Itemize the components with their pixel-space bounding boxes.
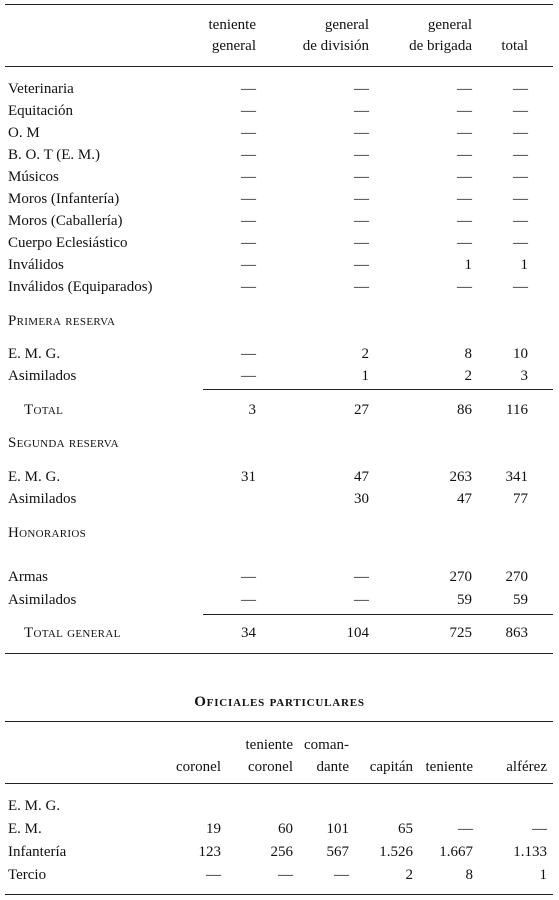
table1-cell: 2	[361, 346, 369, 362]
table2-bottom-rule	[5, 894, 553, 895]
table1-cell: —	[513, 279, 528, 295]
row-label: Moros (Caballería)	[8, 213, 123, 229]
table2-cell: 1.526	[379, 844, 413, 860]
table1-cell: —	[513, 169, 528, 185]
table1-column-header: general	[427, 17, 472, 33]
table1-column-header: general	[324, 17, 369, 33]
table1-top-rule	[5, 4, 553, 5]
row-label: Infantería	[8, 844, 67, 860]
table1-cell: —	[354, 257, 369, 273]
table2-cell: —	[458, 821, 473, 837]
table1-cell: —	[457, 169, 472, 185]
table1-cell: 725	[449, 625, 472, 641]
table1-cell: —	[513, 81, 528, 97]
table1-bottom-rule	[5, 653, 553, 654]
table2-column-header: coronel	[176, 759, 221, 775]
table2-column-header: teniente	[245, 737, 293, 753]
table1-cell: —	[241, 257, 256, 273]
table2-cell: 567	[326, 844, 349, 860]
table1-cell: 104	[346, 625, 369, 641]
row-label: B. O. T (E. M.)	[8, 147, 100, 163]
table1-subtotal-rule	[203, 614, 553, 615]
table1-cell: —	[241, 235, 256, 251]
table2-cell: —	[334, 867, 349, 883]
table2-top-rule	[5, 721, 553, 722]
table1-cell: —	[354, 279, 369, 295]
table1-cell: —	[457, 125, 472, 141]
table2-cell: 8	[465, 867, 473, 883]
row-label: Asimilados	[8, 491, 77, 507]
row-label: O. M	[8, 125, 40, 141]
total-row-label: Total	[24, 402, 64, 418]
table1-cell: —	[241, 569, 256, 585]
table2-title: Oficiales particulares	[194, 694, 365, 710]
table2-column-header: coronel	[248, 759, 293, 775]
table2-header-rule	[5, 783, 553, 784]
row-label: E. M. G.	[8, 798, 61, 814]
table2-cell: 60	[278, 821, 293, 837]
table1-cell: 59	[513, 592, 528, 608]
table1-cell: 263	[449, 469, 472, 485]
table1-cell: —	[241, 213, 256, 229]
table2-column-header: coman-	[304, 737, 349, 753]
total-row-label: Total general	[24, 625, 121, 641]
table1-cell: 30	[354, 491, 369, 507]
table1-cell: —	[241, 191, 256, 207]
table1-cell: —	[457, 103, 472, 119]
table1-cell: 116	[506, 402, 528, 418]
table1-cell: 8	[464, 346, 472, 362]
row-label: E. M. G.	[8, 346, 61, 362]
table1-cell: —	[513, 191, 528, 207]
table1-cell: —	[457, 279, 472, 295]
table2-cell: 1.133	[513, 844, 547, 860]
table2-cell: —	[278, 867, 293, 883]
table1-cell: —	[354, 169, 369, 185]
table1-cell: 27	[354, 402, 369, 418]
table1-cell: —	[241, 81, 256, 97]
table1-cell: —	[241, 125, 256, 141]
table1-cell: —	[457, 213, 472, 229]
section-heading: Primera reserva	[8, 313, 116, 329]
table2-column-header: dante	[316, 759, 349, 775]
table1-cell: 1	[361, 368, 369, 384]
table2-cell: 256	[270, 844, 293, 860]
row-label: Tercio	[8, 867, 47, 883]
table1-cell: 3	[248, 402, 256, 418]
row-label: Músicos	[8, 169, 59, 185]
table1-cell: 86	[457, 402, 472, 418]
table1-cell: —	[241, 592, 256, 608]
row-label: Inválidos	[8, 257, 64, 273]
table1-cell: —	[513, 125, 528, 141]
table2-cell: 19	[206, 821, 221, 837]
table2-cell: 65	[398, 821, 413, 837]
table2-cell: —	[532, 821, 547, 837]
table1-cell: —	[457, 147, 472, 163]
table1-column-header: total	[501, 38, 528, 54]
table1-cell: —	[354, 147, 369, 163]
table1-cell: 270	[505, 569, 528, 585]
table1-cell: 59	[457, 592, 472, 608]
table1-cell: 341	[505, 469, 528, 485]
table1-cell: —	[241, 368, 256, 384]
table1-cell: 47	[354, 469, 369, 485]
table1-cell: 2	[464, 368, 472, 384]
table1-cell: —	[354, 191, 369, 207]
section-heading: Segunda reserva	[8, 435, 119, 451]
table1-cell: —	[457, 235, 472, 251]
table1-cell: 1	[520, 257, 528, 273]
table2-column-header: teniente	[425, 759, 473, 775]
table1-cell: 47	[457, 491, 472, 507]
table1-cell: —	[457, 81, 472, 97]
table1-column-header: de brigada	[409, 38, 472, 54]
table1-cell: 77	[513, 491, 528, 507]
row-label: Asimilados	[8, 368, 77, 384]
table1-cell: 863	[505, 625, 528, 641]
table1-cell: —	[354, 103, 369, 119]
table1-column-header: de división	[302, 38, 369, 54]
table1-cell: —	[354, 569, 369, 585]
table2-column-header: alférez	[506, 759, 547, 775]
table1-cell: —	[241, 279, 256, 295]
row-label: Asimilados	[8, 592, 77, 608]
table2-cell: 123	[198, 844, 221, 860]
row-label: E. M.	[8, 821, 42, 837]
table1-cell: —	[513, 103, 528, 119]
row-label: Armas	[8, 569, 48, 585]
table1-cell: —	[354, 213, 369, 229]
table1-column-header: general	[211, 38, 256, 54]
table1-cell: 270	[449, 569, 472, 585]
table1-cell: —	[241, 346, 256, 362]
table1-cell: 1	[464, 257, 472, 273]
row-label: Cuerpo Eclesiástico	[8, 235, 128, 251]
section-heading: Honorarios	[8, 525, 87, 541]
row-label: Inválidos (Equiparados)	[8, 279, 153, 295]
table1-cell: —	[241, 169, 256, 185]
table1-cell: —	[354, 125, 369, 141]
table1-cell: —	[354, 235, 369, 251]
table1-column-header: teniente	[208, 17, 256, 33]
table2-cell: 1.667	[439, 844, 473, 860]
table1-subtotal-rule	[203, 389, 553, 390]
table1-cell: 31	[241, 469, 256, 485]
table1-cell: 10	[513, 346, 528, 362]
table1-cell: —	[241, 103, 256, 119]
row-label: Veterinaria	[8, 81, 74, 97]
table2-cell: 1	[539, 867, 547, 883]
table1-cell: —	[513, 235, 528, 251]
table1-header-rule	[5, 66, 553, 67]
table2-column-header: capitán	[369, 759, 413, 775]
table1-cell: —	[457, 191, 472, 207]
row-label: E. M. G.	[8, 469, 61, 485]
table2-cell: 101	[326, 821, 349, 837]
table2-cell: —	[206, 867, 221, 883]
table1-cell: 34	[241, 625, 256, 641]
row-label: Moros (Infantería)	[8, 191, 120, 207]
table1-cell: —	[354, 81, 369, 97]
table1-cell: 3	[520, 368, 528, 384]
table2-cell: 2	[405, 867, 413, 883]
row-label: Equitación	[8, 103, 73, 119]
table1-cell: —	[513, 213, 528, 229]
table1-cell: —	[513, 147, 528, 163]
table1-cell: —	[354, 592, 369, 608]
table1-cell: —	[241, 147, 256, 163]
